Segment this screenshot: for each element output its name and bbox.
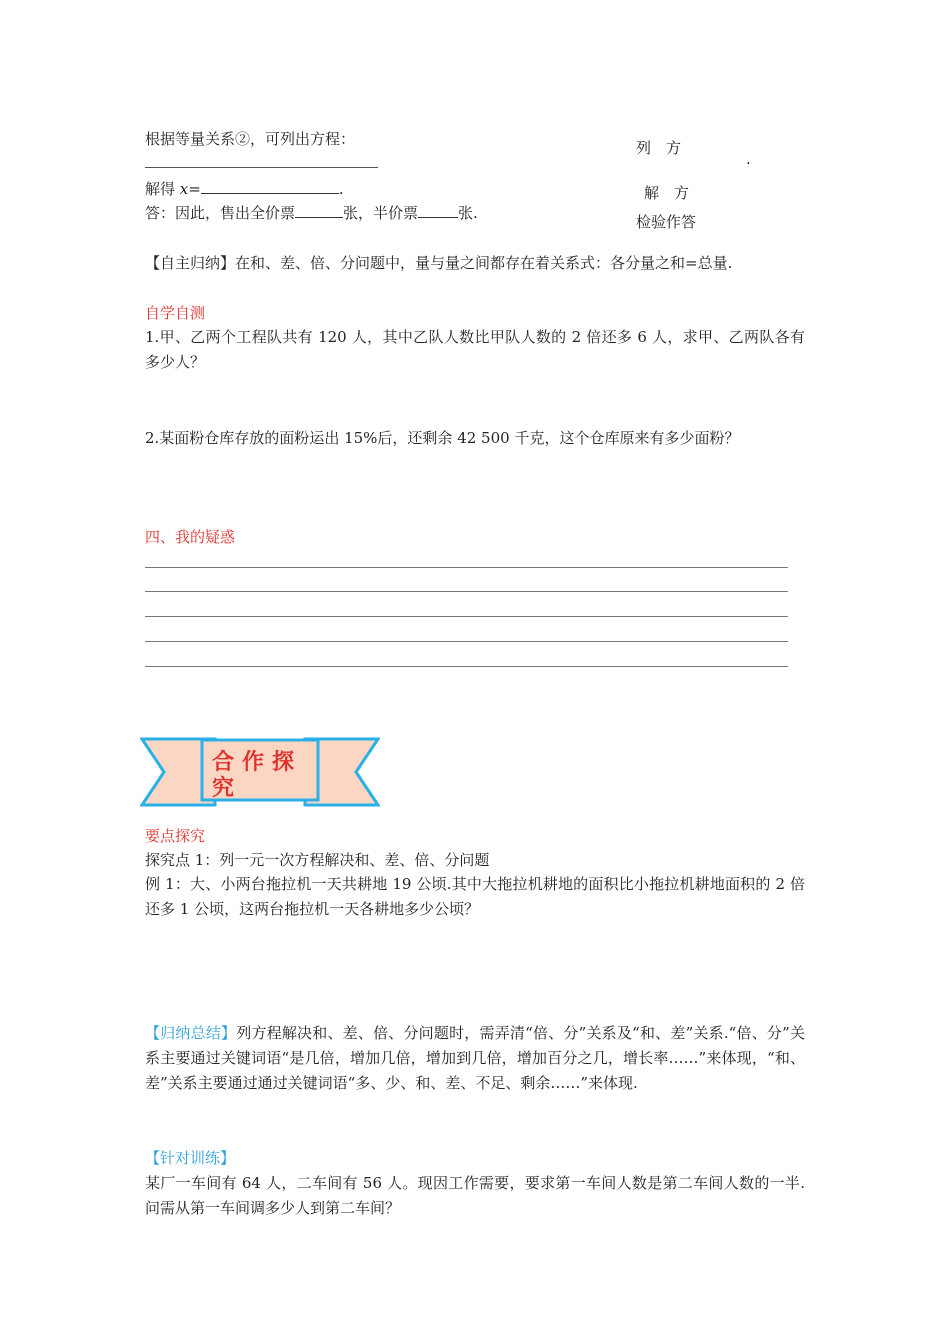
solve-end: . <box>338 180 344 198</box>
self-summary-label: 【自主归纳】 <box>145 254 236 272</box>
doubts-heading: 四、我的疑惑 <box>145 528 236 546</box>
solve-eq: = <box>188 180 201 198</box>
side-note-list-equation <box>636 137 681 158</box>
self-summary-text: 在和、差、倍、分问题中，量与量之间都存在着关系式：各分量之和=总量. <box>235 254 733 272</box>
doubt-line-3[interactable] <box>145 616 788 617</box>
explore-heading: 要点探究 <box>145 827 206 845</box>
half-price-blank[interactable] <box>418 203 458 218</box>
full-price-blank[interactable] <box>295 203 343 218</box>
example-1: 例 1：大、小两台拖拉机一天共耕地 19 公顷.其中大拖拉机耕地的面积比小拖拉机耕地面积的 2 倍还多 1 公顷，这两台拖拉机一天各耕地多少公顷？ <box>145 875 805 918</box>
self-test-heading: 自学自测 <box>145 304 206 322</box>
summary-conclusion <box>145 1021 805 1096</box>
explore-point-1: 探究点 1：列一元一次方程解决和、差、倍、分问题 <box>145 851 490 869</box>
training-question: 某厂一车间有 64 人，二车间有 56 人。现因工作需要，要求第一车间人数是第二车间人数的一半.问需从第一车间调多少人到第二车间？ <box>145 1174 805 1217</box>
solve-blank[interactable] <box>201 179 339 194</box>
solve-line <box>145 178 344 199</box>
summary-conclusion-text: 列方程解决和、差、倍、分问题时，需弄清“倍、分”关系及“和、差”关系.“倍、分”关系主要通过关键词语“是几倍，增加几倍，增加到几倍，增加百分之几，增长率……”来体现，“和、差”关系主要通过通过关键词语“多、少、和、差、不足、剩余……”来体现. <box>145 1024 805 1092</box>
training-label: 【针对训练】 <box>145 1149 236 1167</box>
answer-text-b: 张，半价票 <box>343 204 419 222</box>
answer-line <box>145 202 478 223</box>
answer-text-c: 张. <box>458 204 478 222</box>
side-note-dot: . <box>746 150 751 168</box>
side-note-check-answer: 检验作答 <box>636 213 697 231</box>
equation-intro: 根据等量关系②，可列出方程： <box>145 130 356 148</box>
self-summary <box>145 252 732 273</box>
cooperation-banner-title: 合作探究 <box>212 750 303 801</box>
self-test-question-1: 1.甲、乙两个工程队共有 120 人，其中乙队人数比甲队人数的 2 倍还多 6 人，求甲、乙两队各有多少人？ <box>145 328 805 371</box>
solve-var: x <box>179 180 189 198</box>
equation-blank[interactable] <box>145 167 378 168</box>
summary-conclusion-label: 【归纳总结】 <box>145 1024 237 1042</box>
answer-text-a: 答：因此，售出全价票 <box>145 204 296 222</box>
doubt-line-2[interactable] <box>145 591 788 592</box>
self-test-question-2: 2.某面粉仓库存放的面粉运出 15%后，还剩余 42 500 千克，这个仓库原来有多少面粉？ <box>145 429 740 447</box>
doubt-line-5[interactable] <box>145 666 788 667</box>
side-note-solve-equation: 解 方 <box>644 184 690 202</box>
side-note-1: 列 方 <box>636 139 682 157</box>
doubt-line-4[interactable] <box>145 641 788 642</box>
solve-prefix: 解得 <box>145 180 180 198</box>
doubt-line-1[interactable] <box>145 567 788 568</box>
